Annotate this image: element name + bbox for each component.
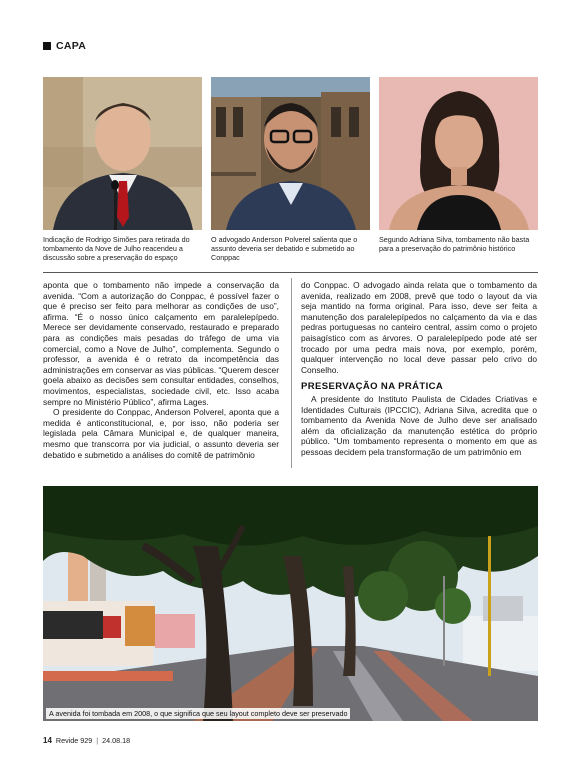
photo-rodrigo-simoes xyxy=(43,77,202,230)
section-square-icon xyxy=(43,42,51,50)
photo-caption-3: Segundo Adriana Silva, tombamento não basta para a preservação do patrimônio histórico xyxy=(379,235,530,253)
section-tag xyxy=(43,40,86,52)
article-paragraph: O presidente do Conppac, Anderson Polverel, aponta que a medida é anticonstitucional, e, por isso, não poderia ser legislada pela Câmara Municipal e, de qualquer maneira, mesmo que transcorra por via judicial, o assunto deveria ser debatido e submetido a análises do comitê de patrimônio xyxy=(43,407,279,460)
article-column-left xyxy=(43,280,279,460)
magazine-name: Revide 929 xyxy=(55,736,93,745)
article-subhead: PRESERVAÇÃO NA PRÁTICA xyxy=(301,381,444,393)
article-paragraph: A presidente do Instituto Paulista de Cidades Criativas e Identidades Culturais (IPCCIC), Adriana Silva, acredita que o tombamento da Avenida Nove de Julho deve ser analisado além da oficialização da manutenção estética do próprio público. “Um tombamento representa o momento em que as pessoas decidem pela transformação de um patrimônio em xyxy=(301,393,537,457)
article-paragraph: aponta que o tombamento não impede a conservação da avenida. “Com a autorização do Conppac, é possível fazer o que é preciso ser feito para melhorar as condições de uso”, afirma. “É o nosso único calçamento em paralelepípedo. Merece ser devidamente conservado, restaurado e preparado para as condições mais pesadas do tráfego de uma via comercial, como a Nove de Julho”, complementa. Segundo o professor, a avenida é o retrato da incompetência das administrações em conservar as vias públicas. “Querem descer goela abaixo as decisões sem consultar entidades, conselhos, movimentos, especialistas, sociedade civil, etc. Isso acaba sempre no Ministério Público”, afirma Lages. xyxy=(43,280,279,407)
article-paragraph: do Conppac. O advogado ainda relata que o tombamento da avenida, realizado em 2008, prevê que todo o layout da via seja mantido na forma original. Para isso, deve ser feita a manutenção dos paralelepípedos no calçamento da via e das pedras portuguesas no canteiro central, assim como o projeto paisagístico com as árvores. O paralelepípedo pode até ser trocado por uma pedra mais nova, por exemplo, porém, qualquer intervenção no local deve passar pelo crivo do Conselho. xyxy=(301,280,537,375)
photo-caption-2: O advogado Anderson Polverel salienta que o assunto deveria ser debatido e submetido ao Conppac xyxy=(211,235,358,262)
main-photo-caption: A avenida foi tombada em 2008, o que significa que seu layout completo deve ser preservado xyxy=(46,708,350,719)
page-footer xyxy=(43,736,130,745)
photo-adriana-silva xyxy=(379,77,538,230)
section-label: CAPA xyxy=(56,40,87,52)
article-column-right xyxy=(301,280,537,458)
main-photo-avenue xyxy=(43,486,538,721)
issue-date: 24.08.18 xyxy=(102,736,131,745)
photo-caption-1: Indicação de Rodrigo Simões para retirada do tombamento da Nove de Julho reacendeu a discussão sobre a preservação do espaço xyxy=(43,235,190,262)
photo-anderson-polverel xyxy=(211,77,370,230)
page-number: 14 xyxy=(43,736,52,745)
horizontal-rule xyxy=(43,272,538,273)
column-divider xyxy=(291,278,292,468)
footer-separator: | xyxy=(96,736,99,745)
